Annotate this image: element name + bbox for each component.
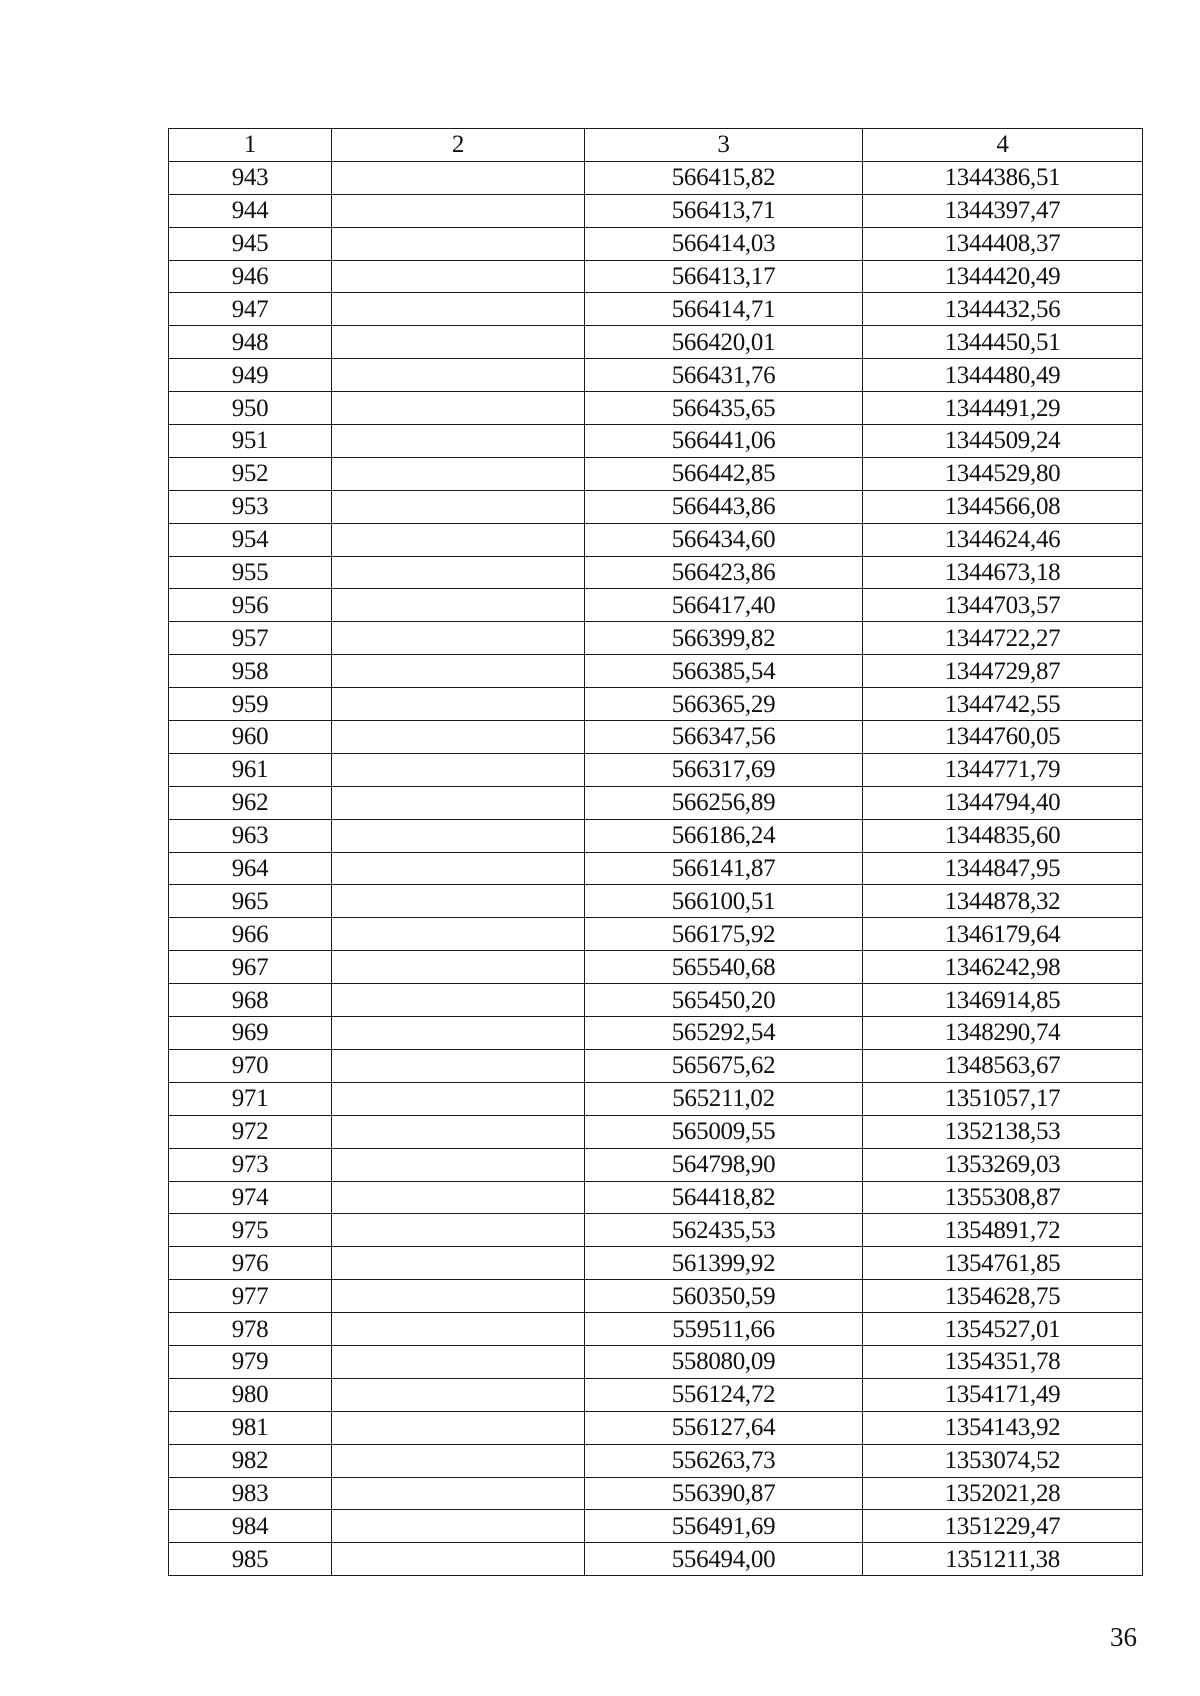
point-number-cell: 946 xyxy=(169,260,332,293)
table-row xyxy=(169,425,1143,458)
x-coordinate-cell: 566414,03 xyxy=(585,227,863,260)
point-number-cell: 948 xyxy=(169,326,332,359)
point-number-cell: 965 xyxy=(169,885,332,918)
y-coordinate-cell: 1344480,49 xyxy=(863,359,1143,392)
y-coordinate-cell: 1344420,49 xyxy=(863,260,1143,293)
x-coordinate-cell: 559511,66 xyxy=(585,1313,863,1346)
point-number-cell: 985 xyxy=(169,1543,332,1576)
empty-cell xyxy=(332,1017,585,1050)
table-row xyxy=(169,885,1143,918)
y-coordinate-cell: 1346179,64 xyxy=(863,918,1143,951)
y-coordinate-cell: 1351211,38 xyxy=(863,1543,1143,1576)
point-number-cell: 957 xyxy=(169,622,332,655)
point-number-cell: 960 xyxy=(169,721,332,754)
x-coordinate-cell: 566434,60 xyxy=(585,523,863,556)
table-row xyxy=(169,490,1143,523)
y-coordinate-cell: 1344386,51 xyxy=(863,161,1143,194)
point-number-cell: 978 xyxy=(169,1313,332,1346)
y-coordinate-cell: 1346914,85 xyxy=(863,984,1143,1017)
x-coordinate-cell: 565540,68 xyxy=(585,951,863,984)
empty-cell xyxy=(332,1313,585,1346)
x-coordinate-cell: 566385,54 xyxy=(585,655,863,688)
empty-cell xyxy=(332,852,585,885)
point-number-cell: 943 xyxy=(169,161,332,194)
x-coordinate-cell: 565211,02 xyxy=(585,1082,863,1115)
point-number-cell: 966 xyxy=(169,918,332,951)
x-coordinate-cell: 566441,06 xyxy=(585,425,863,458)
point-number-cell: 958 xyxy=(169,655,332,688)
y-coordinate-cell: 1344760,05 xyxy=(863,721,1143,754)
point-number-cell: 976 xyxy=(169,1247,332,1280)
point-number-cell: 975 xyxy=(169,1214,332,1247)
empty-cell xyxy=(332,622,585,655)
empty-cell xyxy=(332,392,585,425)
y-coordinate-cell: 1353269,03 xyxy=(863,1148,1143,1181)
empty-cell xyxy=(332,1280,585,1313)
x-coordinate-cell: 556390,87 xyxy=(585,1477,863,1510)
point-number-cell: 950 xyxy=(169,392,332,425)
x-coordinate-cell: 558080,09 xyxy=(585,1345,863,1378)
point-number-cell: 951 xyxy=(169,425,332,458)
y-coordinate-cell: 1344509,24 xyxy=(863,425,1143,458)
table-row xyxy=(169,1148,1143,1181)
point-number-cell: 982 xyxy=(169,1444,332,1477)
y-coordinate-cell: 1354171,49 xyxy=(863,1378,1143,1411)
table-row xyxy=(169,786,1143,819)
empty-cell xyxy=(332,786,585,819)
table-row xyxy=(169,161,1143,194)
point-number-cell: 944 xyxy=(169,194,332,227)
x-coordinate-cell: 566399,82 xyxy=(585,622,863,655)
table-row xyxy=(169,589,1143,622)
y-coordinate-cell: 1344673,18 xyxy=(863,556,1143,589)
x-coordinate-cell: 566413,17 xyxy=(585,260,863,293)
table-row xyxy=(169,1049,1143,1082)
empty-cell xyxy=(332,1543,585,1576)
table-row xyxy=(169,1247,1143,1280)
x-coordinate-cell: 565675,62 xyxy=(585,1049,863,1082)
column-header-4: 4 xyxy=(863,129,1143,162)
empty-cell xyxy=(332,885,585,918)
point-number-cell: 956 xyxy=(169,589,332,622)
y-coordinate-cell: 1352138,53 xyxy=(863,1115,1143,1148)
point-number-cell: 968 xyxy=(169,984,332,1017)
point-number-cell: 955 xyxy=(169,556,332,589)
table-row xyxy=(169,721,1143,754)
table-row xyxy=(169,1477,1143,1510)
y-coordinate-cell: 1346242,98 xyxy=(863,951,1143,984)
x-coordinate-cell: 566423,86 xyxy=(585,556,863,589)
point-number-cell: 984 xyxy=(169,1510,332,1543)
y-coordinate-cell: 1354143,92 xyxy=(863,1411,1143,1444)
empty-cell xyxy=(332,293,585,326)
y-coordinate-cell: 1344703,57 xyxy=(863,589,1143,622)
table-row xyxy=(169,1345,1143,1378)
column-header-3: 3 xyxy=(585,129,863,162)
table-row xyxy=(169,622,1143,655)
empty-cell xyxy=(332,984,585,1017)
y-coordinate-cell: 1354527,01 xyxy=(863,1313,1143,1346)
x-coordinate-cell: 564798,90 xyxy=(585,1148,863,1181)
x-coordinate-cell: 556494,00 xyxy=(585,1543,863,1576)
y-coordinate-cell: 1344432,56 xyxy=(863,293,1143,326)
x-coordinate-cell: 566420,01 xyxy=(585,326,863,359)
table-row xyxy=(169,523,1143,556)
table-row xyxy=(169,1214,1143,1247)
table-row xyxy=(169,359,1143,392)
point-number-cell: 947 xyxy=(169,293,332,326)
y-coordinate-cell: 1354761,85 xyxy=(863,1247,1143,1280)
empty-cell xyxy=(332,1247,585,1280)
y-coordinate-cell: 1348563,67 xyxy=(863,1049,1143,1082)
y-coordinate-cell: 1344847,95 xyxy=(863,852,1143,885)
y-coordinate-cell: 1344771,79 xyxy=(863,753,1143,786)
table-row xyxy=(169,1280,1143,1313)
table-row xyxy=(169,1378,1143,1411)
y-coordinate-cell: 1344397,47 xyxy=(863,194,1143,227)
table-row xyxy=(169,260,1143,293)
x-coordinate-cell: 566186,24 xyxy=(585,819,863,852)
x-coordinate-cell: 566435,65 xyxy=(585,392,863,425)
table-row xyxy=(169,293,1143,326)
empty-cell xyxy=(332,589,585,622)
empty-cell xyxy=(332,523,585,556)
y-coordinate-cell: 1344878,32 xyxy=(863,885,1143,918)
x-coordinate-cell: 566414,71 xyxy=(585,293,863,326)
x-coordinate-cell: 565292,54 xyxy=(585,1017,863,1050)
y-coordinate-cell: 1344491,29 xyxy=(863,392,1143,425)
x-coordinate-cell: 556263,73 xyxy=(585,1444,863,1477)
column-header-2: 2 xyxy=(332,129,585,162)
empty-cell xyxy=(332,326,585,359)
point-number-cell: 979 xyxy=(169,1345,332,1378)
x-coordinate-cell: 556127,64 xyxy=(585,1411,863,1444)
table-body xyxy=(169,161,1143,1575)
empty-cell xyxy=(332,359,585,392)
empty-cell xyxy=(332,1444,585,1477)
table-row xyxy=(169,951,1143,984)
y-coordinate-cell: 1344450,51 xyxy=(863,326,1143,359)
x-coordinate-cell: 565450,20 xyxy=(585,984,863,1017)
x-coordinate-cell: 566141,87 xyxy=(585,852,863,885)
point-number-cell: 977 xyxy=(169,1280,332,1313)
empty-cell xyxy=(332,161,585,194)
point-number-cell: 954 xyxy=(169,523,332,556)
table-row xyxy=(169,194,1143,227)
x-coordinate-cell: 566175,92 xyxy=(585,918,863,951)
table-row xyxy=(169,392,1143,425)
y-coordinate-cell: 1344794,40 xyxy=(863,786,1143,819)
point-number-cell: 952 xyxy=(169,457,332,490)
point-number-cell: 949 xyxy=(169,359,332,392)
empty-cell xyxy=(332,1345,585,1378)
empty-cell xyxy=(332,1378,585,1411)
empty-cell xyxy=(332,425,585,458)
point-number-cell: 962 xyxy=(169,786,332,819)
x-coordinate-cell: 566317,69 xyxy=(585,753,863,786)
empty-cell xyxy=(332,1148,585,1181)
point-number-cell: 980 xyxy=(169,1378,332,1411)
empty-cell xyxy=(332,753,585,786)
x-coordinate-cell: 560350,59 xyxy=(585,1280,863,1313)
x-coordinate-cell: 566347,56 xyxy=(585,721,863,754)
empty-cell xyxy=(332,688,585,721)
y-coordinate-cell: 1351057,17 xyxy=(863,1082,1143,1115)
table-row xyxy=(169,655,1143,688)
empty-cell xyxy=(332,490,585,523)
empty-cell xyxy=(332,1411,585,1444)
x-coordinate-cell: 556124,72 xyxy=(585,1378,863,1411)
x-coordinate-cell: 566365,29 xyxy=(585,688,863,721)
table-row xyxy=(169,852,1143,885)
empty-cell xyxy=(332,260,585,293)
table-row xyxy=(169,984,1143,1017)
x-coordinate-cell: 562435,53 xyxy=(585,1214,863,1247)
point-number-cell: 981 xyxy=(169,1411,332,1444)
empty-cell xyxy=(332,556,585,589)
y-coordinate-cell: 1344408,37 xyxy=(863,227,1143,260)
y-coordinate-cell: 1344835,60 xyxy=(863,819,1143,852)
table-row xyxy=(169,1444,1143,1477)
empty-cell xyxy=(332,1510,585,1543)
point-number-cell: 974 xyxy=(169,1181,332,1214)
empty-cell xyxy=(332,1082,585,1115)
y-coordinate-cell: 1355308,87 xyxy=(863,1181,1143,1214)
table-row xyxy=(169,1115,1143,1148)
table-row xyxy=(169,918,1143,951)
table-row xyxy=(169,753,1143,786)
point-number-cell: 964 xyxy=(169,852,332,885)
empty-cell xyxy=(332,227,585,260)
empty-cell xyxy=(332,1115,585,1148)
page-number: 36 xyxy=(1110,1622,1137,1652)
y-coordinate-cell: 1344742,55 xyxy=(863,688,1143,721)
x-coordinate-cell: 556491,69 xyxy=(585,1510,863,1543)
table-row xyxy=(169,1181,1143,1214)
empty-cell xyxy=(332,194,585,227)
x-coordinate-cell: 565009,55 xyxy=(585,1115,863,1148)
y-coordinate-cell: 1344729,87 xyxy=(863,655,1143,688)
point-number-cell: 969 xyxy=(169,1017,332,1050)
y-coordinate-cell: 1354891,72 xyxy=(863,1214,1143,1247)
table-row xyxy=(169,326,1143,359)
y-coordinate-cell: 1348290,74 xyxy=(863,1017,1143,1050)
point-number-cell: 983 xyxy=(169,1477,332,1510)
x-coordinate-cell: 561399,92 xyxy=(585,1247,863,1280)
point-number-cell: 971 xyxy=(169,1082,332,1115)
x-coordinate-cell: 564418,82 xyxy=(585,1181,863,1214)
x-coordinate-cell: 566442,85 xyxy=(585,457,863,490)
table-row xyxy=(169,1543,1143,1576)
empty-cell xyxy=(332,918,585,951)
y-coordinate-cell: 1354628,75 xyxy=(863,1280,1143,1313)
table-row xyxy=(169,1510,1143,1543)
point-number-cell: 953 xyxy=(169,490,332,523)
empty-cell xyxy=(332,1181,585,1214)
x-coordinate-cell: 566443,86 xyxy=(585,490,863,523)
point-number-cell: 961 xyxy=(169,753,332,786)
x-coordinate-cell: 566100,51 xyxy=(585,885,863,918)
empty-cell xyxy=(332,1477,585,1510)
point-number-cell: 945 xyxy=(169,227,332,260)
table-row xyxy=(169,457,1143,490)
y-coordinate-cell: 1344566,08 xyxy=(863,490,1143,523)
table-row xyxy=(169,227,1143,260)
x-coordinate-cell: 566431,76 xyxy=(585,359,863,392)
empty-cell xyxy=(332,1049,585,1082)
column-header-1: 1 xyxy=(169,129,332,162)
empty-cell xyxy=(332,1214,585,1247)
empty-cell xyxy=(332,655,585,688)
x-coordinate-cell: 566256,89 xyxy=(585,786,863,819)
point-number-cell: 973 xyxy=(169,1148,332,1181)
y-coordinate-cell: 1344529,80 xyxy=(863,457,1143,490)
empty-cell xyxy=(332,819,585,852)
table-row xyxy=(169,1411,1143,1444)
y-coordinate-cell: 1344624,46 xyxy=(863,523,1143,556)
table-row xyxy=(169,688,1143,721)
empty-cell xyxy=(332,457,585,490)
table-row xyxy=(169,556,1143,589)
y-coordinate-cell: 1354351,78 xyxy=(863,1345,1143,1378)
table-row xyxy=(169,1313,1143,1346)
table-row xyxy=(169,1017,1143,1050)
point-number-cell: 963 xyxy=(169,819,332,852)
y-coordinate-cell: 1353074,52 xyxy=(863,1444,1143,1477)
point-number-cell: 959 xyxy=(169,688,332,721)
point-number-cell: 972 xyxy=(169,1115,332,1148)
coordinates-table xyxy=(168,128,1143,1576)
x-coordinate-cell: 566413,71 xyxy=(585,194,863,227)
table-row xyxy=(169,819,1143,852)
y-coordinate-cell: 1344722,27 xyxy=(863,622,1143,655)
point-number-cell: 967 xyxy=(169,951,332,984)
table-row xyxy=(169,1082,1143,1115)
table-header-row xyxy=(169,129,1143,162)
empty-cell xyxy=(332,951,585,984)
empty-cell xyxy=(332,721,585,754)
x-coordinate-cell: 566415,82 xyxy=(585,161,863,194)
point-number-cell: 970 xyxy=(169,1049,332,1082)
x-coordinate-cell: 566417,40 xyxy=(585,589,863,622)
y-coordinate-cell: 1351229,47 xyxy=(863,1510,1143,1543)
y-coordinate-cell: 1352021,28 xyxy=(863,1477,1143,1510)
